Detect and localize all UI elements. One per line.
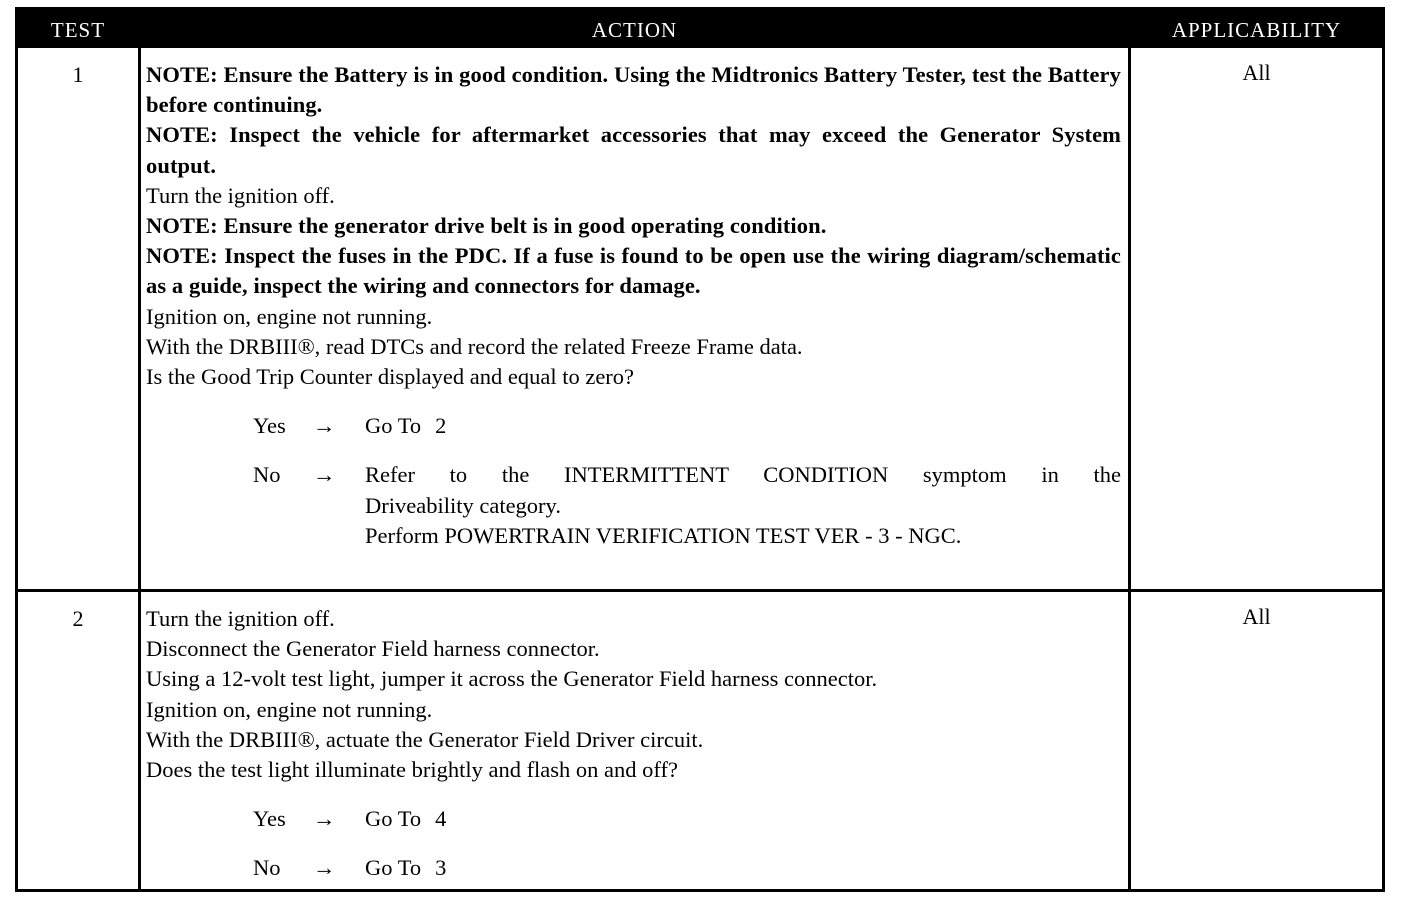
branch-result bbox=[365, 460, 1121, 551]
applicability-cell: All bbox=[1242, 604, 1271, 629]
goto-target: 2 bbox=[435, 413, 447, 439]
action-step: Using a 12-volt test light, jumper it across the Generator Field harness connector. bbox=[146, 666, 878, 692]
test-number: 1 bbox=[72, 62, 84, 87]
result-line: Driveability category. bbox=[365, 492, 561, 518]
goto-label: Go To bbox=[365, 413, 422, 439]
test-number: 2 bbox=[72, 606, 84, 631]
branch-no bbox=[253, 460, 1121, 551]
branch-result bbox=[365, 853, 1121, 883]
action-note: NOTE: Ensure the Battery is in good condition. Using the Midtronics Battery Tester, test the Battery before continuing. bbox=[146, 62, 1121, 118]
action-step: With the DRBIII®, read DTCs and record the related Freeze Frame data. bbox=[146, 333, 803, 359]
action-step: Disconnect the Generator Field harness connector. bbox=[146, 636, 600, 662]
header-test: TEST bbox=[50, 18, 106, 42]
result-line: Perform POWERTRAIN VERIFICATION TEST VER - 3 - NGC. bbox=[365, 522, 962, 548]
action-step: With the DRBIII®, actuate the Generator Field Driver circuit. bbox=[146, 726, 704, 752]
goto-label: Go To bbox=[365, 855, 422, 881]
branch-yes bbox=[253, 411, 1121, 441]
action-step: Ignition on, engine not running. bbox=[146, 303, 433, 329]
goto-target: 3 bbox=[435, 855, 447, 881]
arrow-icon: → bbox=[313, 462, 336, 488]
branch-answer: Yes bbox=[253, 413, 286, 439]
arrow-icon: → bbox=[313, 413, 336, 439]
branch-yes bbox=[253, 804, 1121, 834]
action-question: Is the Good Trip Counter displayed and equal to zero? bbox=[146, 364, 635, 390]
goto-label: Go To bbox=[365, 806, 422, 832]
action-cell bbox=[146, 60, 1121, 551]
result-line: Refer to the INTERMITTENT CONDITION symptom in the bbox=[365, 462, 1121, 488]
action-note: NOTE: Ensure the generator drive belt is in good operating condition. bbox=[146, 213, 827, 239]
branch-answer: No bbox=[253, 462, 281, 488]
action-cell bbox=[146, 604, 1121, 884]
action-note: NOTE: Inspect the vehicle for aftermarket accessories that may exceed the Generator System output. bbox=[146, 122, 1121, 178]
branch-no bbox=[253, 853, 1121, 883]
branch-answer: Yes bbox=[253, 806, 286, 832]
header-action: ACTION bbox=[591, 18, 678, 42]
arrow-icon: → bbox=[313, 855, 336, 881]
action-step: Turn the ignition off. bbox=[146, 606, 335, 631]
table-row bbox=[18, 592, 1382, 889]
diagnostic-test-table bbox=[15, 7, 1385, 892]
table-header bbox=[18, 10, 1382, 48]
branch-result bbox=[365, 411, 1121, 441]
action-step: Ignition on, engine not running. bbox=[146, 696, 433, 722]
action-question: Does the test light illuminate brightly and flash on and off? bbox=[146, 757, 678, 783]
header-applicability: APPLICABILITY bbox=[1171, 18, 1342, 42]
action-note: NOTE: Inspect the fuses in the PDC. If a fuse is found to be open use the wiring diagram/schematic as a guide, inspect the wiring and connectors for damage. bbox=[146, 243, 1121, 299]
table-row bbox=[18, 48, 1382, 589]
action-step: Turn the ignition off. bbox=[146, 182, 335, 208]
applicability-cell: All bbox=[1242, 60, 1271, 85]
branch-result bbox=[365, 804, 1121, 834]
branch-answer: No bbox=[253, 855, 281, 881]
goto-target: 4 bbox=[435, 806, 447, 832]
arrow-icon: → bbox=[313, 806, 336, 832]
